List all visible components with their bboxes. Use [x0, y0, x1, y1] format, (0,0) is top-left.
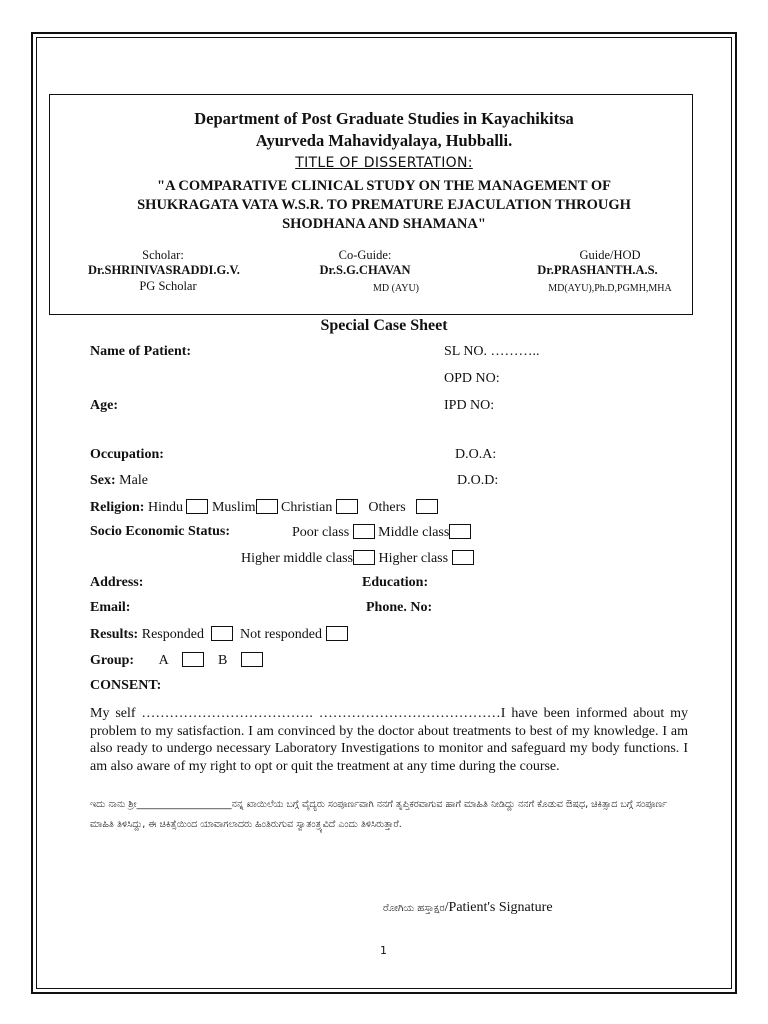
- religion-hindu-checkbox[interactable]: [186, 499, 208, 514]
- dissertation-title-label: TITLE OF DISSERTATION:: [295, 155, 473, 171]
- coguide-qualification: MD (AYU): [372, 283, 420, 294]
- opd-no-label: OPD NO:: [444, 371, 500, 386]
- doa-label: D.O.A:: [455, 447, 497, 462]
- religion-option-hindu: Hindu: [147, 500, 183, 515]
- results-row: [90, 626, 348, 643]
- page-number: 1: [380, 944, 387, 957]
- group-a-checkbox[interactable]: [182, 652, 204, 667]
- guide-role: Guide/HOD: [579, 248, 641, 262]
- college-name: Ayurveda Mahavidyalaya, Hubballi.: [255, 131, 513, 150]
- coguide-role: Co-Guide:: [338, 248, 392, 262]
- religion-others-checkbox[interactable]: [416, 499, 438, 514]
- ses-option-poor: Poor class: [292, 525, 350, 540]
- dissertation-line-1: "A COMPARATIVE CLINICAL STUDY ON THE MANAGEMENT OF: [157, 178, 611, 194]
- religion-muslim-checkbox[interactable]: [256, 499, 278, 514]
- signature-kannada: ರೋಗಿಯ ಹಸ್ತಾಕ್ಷರ: [383, 903, 445, 914]
- consent-heading: CONSENT:: [90, 678, 162, 693]
- group-option-a: A: [158, 653, 168, 668]
- scholar-role: Scholar:: [142, 248, 184, 262]
- religion-option-muslim: Muslim: [211, 500, 256, 515]
- sex-label: Sex:: [90, 473, 116, 488]
- religion-christian-checkbox[interactable]: [336, 499, 358, 514]
- ses-option-higher: Higher class: [378, 551, 449, 566]
- dod-label: D.O.D:: [457, 473, 499, 488]
- religion-label: Religion:: [90, 500, 145, 515]
- phone-label: Phone. No:: [366, 600, 433, 615]
- department-title: Department of Post Graduate Studies in Kayachikitsa: [194, 109, 574, 128]
- dissertation-line-2: SHUKRAGATA VATA W.S.R. TO PREMATURE EJACULATION THROUGH: [137, 197, 631, 213]
- ses-poor-checkbox[interactable]: [353, 524, 375, 539]
- religion-option-others: Others: [368, 500, 406, 515]
- patient-signature: [383, 900, 553, 916]
- ses-option-higher-middle: Higher middle class: [241, 551, 353, 566]
- scholar-name: Dr.SHRINIVASRADDI.G.V.: [88, 263, 240, 277]
- age-label: Age:: [90, 398, 118, 413]
- religion-row: [90, 499, 438, 516]
- group-b-checkbox[interactable]: [241, 652, 263, 667]
- guide-name: Dr.PRASHANTH.A.S.: [537, 263, 658, 277]
- ses-row-1: [292, 524, 471, 541]
- sex-value: Male: [119, 473, 148, 488]
- sl-no-label: SL NO. ………..: [444, 344, 540, 359]
- ses-higher-checkbox[interactable]: [452, 550, 474, 565]
- education-label: Education:: [362, 575, 429, 590]
- group-label: Group:: [90, 653, 135, 668]
- results-option-not-responded: Not responded: [239, 627, 322, 642]
- address-label: Address:: [90, 575, 144, 590]
- guide-qualification: MD(AYU),Ph.D,PGMH,MHA: [548, 283, 672, 294]
- consent-kannada-text: ಇದು ನಾನು ಶ್ರೀ____________________ನನ್ನ ಖಾಯಿಲೆಯ ಬಗ್ಗೆ ವೈದ್ಯರು ಸಂಪೂರ್ಣವಾಗಿ ನನಗೆ ತೃಪ್ತಿಕರವಾಗುವ ಹಾಗೆ ಮಾಹಿತಿ ನೀಡಿದ್ದು ನನಗೆ ಕೊಡುವ ಔಷಧ, ಚಿಕಿತ್ಸಾದ ಬಗ್ಗೆ ಸಂಪೂರ್ಣ ಮಾಹಿತಿ ತಿಳಿಸಿದ್ದು, ಈ ಚಿಕಿತ್ಸೆಯಿಂದ ಯಾವಾಗಲಾದರು ಹಿಂತಿರುಗುವ ಸ್ವಾತಂತ್ರ್ಯವಿದೆ ಎಂದು ತಿಳಿಸಿರುತ್ತಾರೆ.: [90, 799, 668, 830]
- group-row: [90, 652, 263, 669]
- ses-option-middle: Middle class: [378, 525, 450, 540]
- group-option-b: B: [217, 653, 228, 668]
- ses-row-2: [241, 550, 474, 567]
- ipd-no-label: IPD NO:: [444, 398, 495, 413]
- occupation-label: Occupation:: [90, 447, 164, 462]
- religion-option-christian: Christian: [281, 500, 333, 515]
- dissertation-line-3: SHODHANA AND SHAMANA": [282, 216, 486, 232]
- ses-label: Socio Economic Status:: [90, 524, 230, 539]
- consent-english-text: My self ………………………………. …………………………………I have been informed about my problem to my satisfaction. I am convinced by the doctor about treatments to best of my knowledge. I am also ready to undergo necessary Laboratory Investigations to monitor and safeguard my body functions. I am also aware of my right to opt or quit the treatment at any time during the course.: [90, 706, 688, 774]
- sheet-title: Special Case Sheet: [320, 317, 448, 334]
- results-not-responded-checkbox[interactable]: [326, 626, 348, 641]
- email-label: Email:: [90, 600, 131, 615]
- scholar-qualification: PG Scholar: [139, 279, 197, 293]
- coguide-name: Dr.S.G.CHAVAN: [319, 263, 411, 277]
- results-label: Results:: [90, 627, 139, 642]
- name-of-patient-label: Name of Patient:: [90, 344, 192, 359]
- signature-english: /Patient's Signature: [444, 900, 553, 915]
- results-option-responded: Responded: [141, 627, 204, 642]
- ses-middle-checkbox[interactable]: [449, 524, 471, 539]
- ses-higher-middle-checkbox[interactable]: [353, 550, 375, 565]
- results-responded-checkbox[interactable]: [211, 626, 233, 641]
- sex-row: [90, 473, 148, 489]
